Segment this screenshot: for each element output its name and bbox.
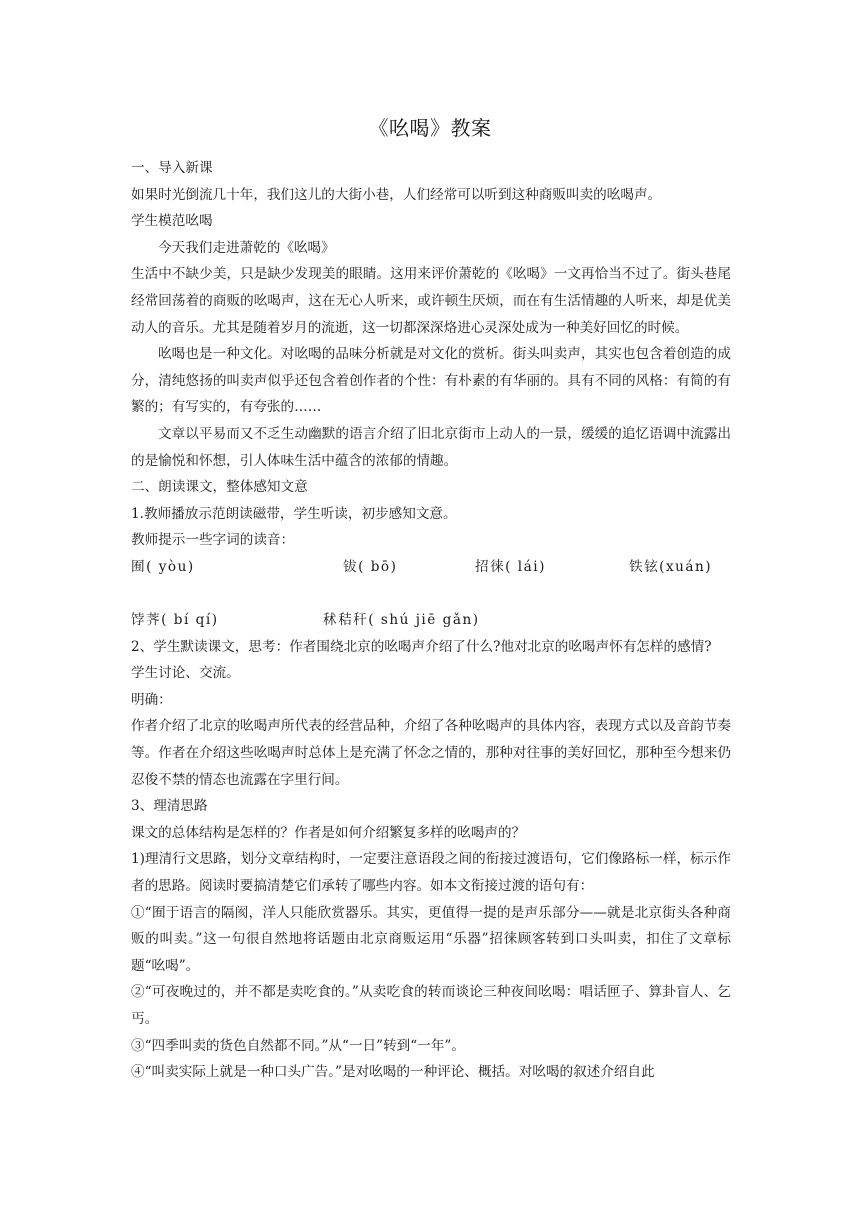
section-heading-outline: 3、理清思路 [131,798,208,815]
paragraph: 1)理清行文思路，划分文章结构时，一定要注意语段之间的衔接过渡语句，它们像路标一样，标示作者的思路。阅读时要搞清楚它们承转了哪些内容。如本文衔接过渡的语句有： [131,851,731,895]
document-title: 《吆喝》教案 [368,116,492,140]
pinyin-term: 囿( yòu) [131,558,195,575]
pinyin-row [131,554,731,581]
paragraph: 课文的总体结构是怎样的？作者是如何介绍繁复多样的吆喝声的？ [131,824,526,841]
pinyin-row [131,607,731,634]
paragraph: ③“四季叫卖的货色自然都不同。”从“一日”转到“一年”。 [131,1037,465,1054]
pinyin-term: 铁铉(xuán) [629,558,713,575]
paragraph: 如果时光倒流几十年，我们这儿的大街小巷，人们经常可以听到这种商贩叫卖的吆喝声。 [131,186,662,203]
paragraph: 文章以平易而又不乏生动幽默的语言介绍了旧北京街市上动人的一景，缓缓的追忆语调中流露出的是愉悦和怀想，引人体味生活中蕴含的浓郁的情趣。 [131,425,731,469]
pinyin-term: 招徕( lái) [475,558,546,575]
pinyin-term: 秫秸秆( shú jiē gǎn) [323,612,480,629]
paragraph: 明确： [131,691,172,708]
paragraph: 生活中不缺少美，只是缺少发现美的眼睛。这用来评价萧乾的《吆喝》一文再恰当不过了。街头巷尾经常回荡着的商贩的吆喝声，这在无心人听来，或许顿生厌烦，而在有生活情趣的人听来，却是优美动人的音乐。尤其是随着岁月的流逝，这一切都深深烙进心灵深处成为一种美好回忆的时候。 [131,266,731,336]
blank-line [131,581,731,608]
paragraph: 2、学生默读课文，思考：作者围绕北京的吆喝声介绍了什么?他对北京的吆喝声怀有怎样的感情? [131,638,712,655]
paragraph: 吆喝也是一种文化。对吆喝的品味分析就是对文化的赏析。街头叫卖声，其实也包含着创造的成分，清纯悠扬的叫卖声似乎还包含着创作者的个性：有朴素的有华丽的。具有不同的风格：有简的有繁的；有写实的，有夸张的…… [131,346,731,416]
paragraph: 教师提示一些字词的读音： [131,532,295,549]
paragraph: 作者介绍了北京的吆喝声所代表的经营品种，介绍了各种吆喝声的具体内容，表现方式以及音韵节奏等。作者在介绍这些吆喝声时总体上是充满了怀念之情的，那种对往事的美好回忆，那种至今想来仍忍俊不禁的情态也流露在字里行间。 [131,718,731,788]
paragraph: 学生模范吆喝 [131,213,213,230]
section-heading-reading: 二、朗读课文，整体感知文意 [131,479,308,496]
paragraph: 今天我们走进萧乾的《吆喝》 [158,239,335,256]
paragraph: ①“囿于语言的隔阂，洋人只能欣赏器乐。其实，更值得一提的是声乐部分——就是北京街头各种商贩的叫卖。”这一句很自然地将话题由北京商贩运用“乐器”招徕顾客转到口头叫卖，扣住了文章标题“吆喝”。 [131,904,731,974]
pinyin-term: 钹( bō) [343,558,398,575]
paragraph: 1.教师播放示范朗读磁带，学生听读，初步感知文意。 [131,505,457,522]
pinyin-term: 饽荠( bí qí) [131,612,219,629]
document-body [131,155,731,1086]
paragraph: ④“叫卖实际上就是一种口头广告。”是对吆喝的一种评论、概括。对吆喝的叙述介绍自此 [131,1064,655,1081]
section-heading-intro: 一、导入新课 [131,160,213,176]
paragraph: ②“可夜晚过的，并不都是卖吃食的。”从卖吃食的转而谈论三种夜间吆喝：唱话匣子、算卦盲人、乞丐。 [131,984,731,1027]
paragraph: 学生讨论、交流。 [131,665,240,682]
